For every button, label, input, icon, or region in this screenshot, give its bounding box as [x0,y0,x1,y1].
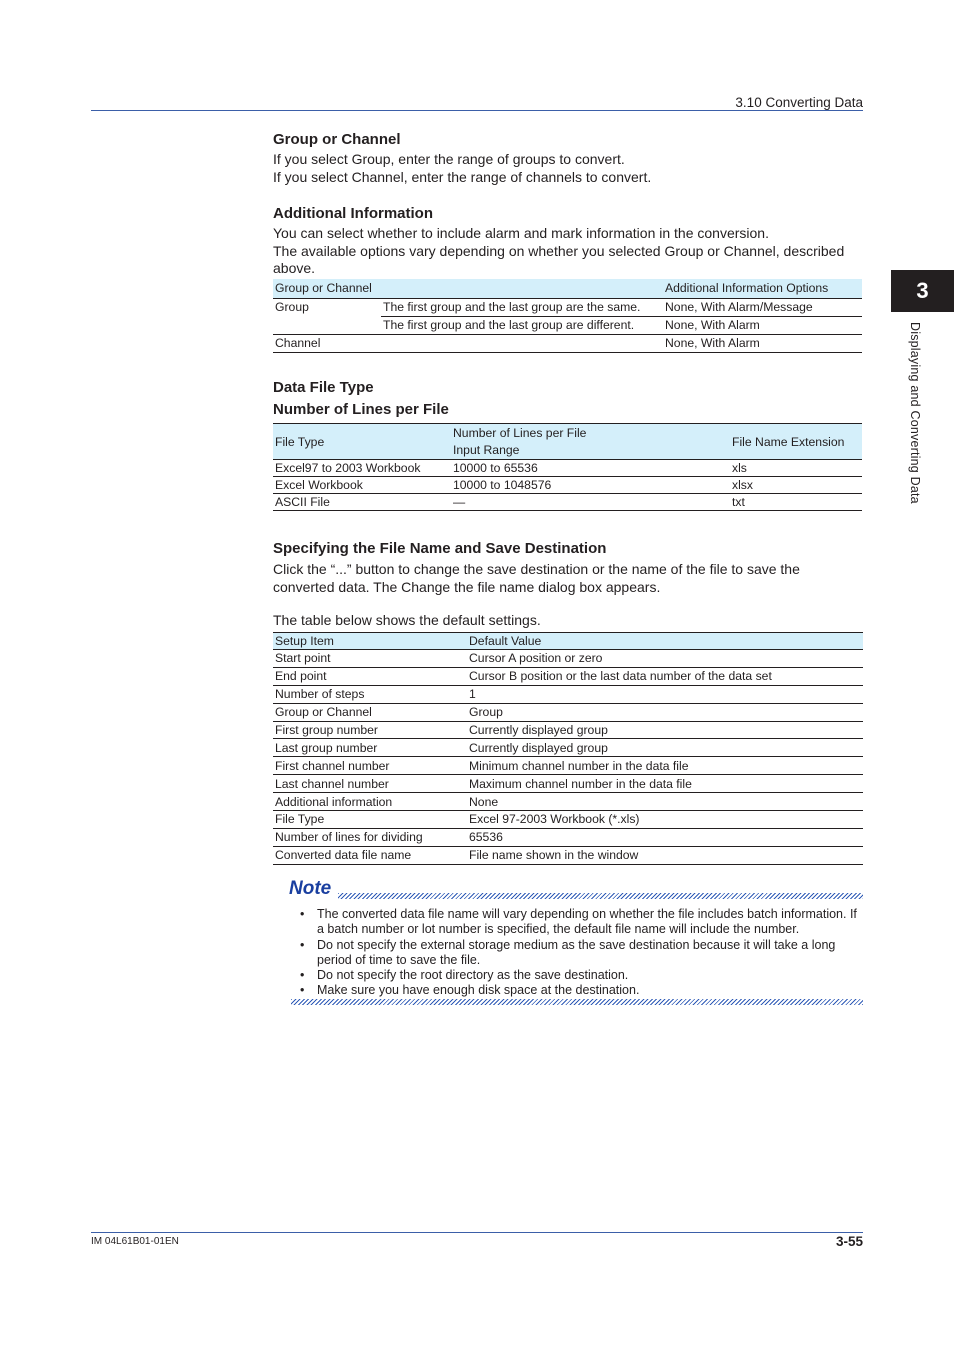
column-header: Number of Lines per File [453,425,587,440]
paragraph-line: converted data. The Change the file name dialog box appears. [273,578,661,595]
paragraph-line: You can select whether to include alarm and mark information in the conversion. [273,225,769,241]
table-row [273,739,863,757]
table-cell: End point [275,669,327,684]
table-cell: Converted data file name [275,848,412,863]
table-row [273,685,863,703]
table-cell: None, With Alarm [665,318,760,332]
table-row [273,828,863,846]
table-intro-text: The table below shows the default settings. [273,612,541,628]
page-number: 3-55 [835,1234,863,1249]
column-header: File Name Extension [732,434,845,449]
paragraph-line: above. [273,260,316,276]
column-header: Setup Item [275,634,334,648]
paragraph-line: If you select Channel, enter the range of channels to convert. [273,168,652,185]
table-cell [273,316,381,334]
list-item [300,968,865,983]
table-cell: Additional information [275,794,393,809]
table-row [273,667,863,685]
chapter-number-tab: 3 [891,270,954,312]
table-row [273,703,863,721]
table-row [273,334,862,352]
column-header: Group or Channel [275,281,372,296]
additional-information-text [273,225,865,278]
list-item [300,938,865,969]
table-row [273,793,863,811]
table-cell: Minimum channel number in the data file [469,758,689,773]
lines-per-file-heading: Number of Lines per File [273,401,449,418]
table-row [273,846,863,864]
table-row [273,477,862,494]
table-cell: File Type [275,812,325,827]
table-cell: None [469,794,499,809]
table-header-row [273,279,862,298]
table-cell: None, With Alarm [665,336,760,350]
table-cell: Excel Workbook [275,478,363,492]
table-cell: File name shown in the window [469,848,639,863]
table-cell [381,334,663,352]
table-cell: Number of lines for dividing [275,830,423,845]
note-text: Do not specify the external storage medium as the save destination because it will take a long period of time to save the file. [317,937,836,967]
table-cell: Excel97 to 2003 Workbook [275,461,421,475]
table-cell: The first group and the last group are different. [383,318,635,332]
table-cell: 10000 to 65536 [453,461,538,475]
table-header-row [273,424,862,460]
bullet: • [300,937,305,952]
note-text: The converted data file name will vary depending on whether the file includes batch information. If a batch number or lot number is specified, the default file name will include the number. [317,907,857,937]
note-text: Do not specify the root directory as the save destination. [317,968,629,983]
table-cell: Cursor A position or zero [469,651,603,666]
table-row [273,721,863,739]
table-cell: xlsx [732,478,753,492]
default-settings-table [273,632,863,865]
table-cell: txt [732,495,745,509]
column-subheader: Input Range [453,442,520,457]
running-header: 3.10 Converting Data [735,95,863,110]
bullet: • [300,983,305,998]
table-row [273,811,863,829]
table-cell: First channel number [275,758,390,773]
table-cell: Group or Channel [275,705,372,720]
table-cell: 1 [469,687,476,702]
paragraph-line: Click the “...” button to change the save destination or the name of the file to save the [273,561,800,577]
table-cell: Channel [275,336,321,350]
note-list [300,907,865,999]
column-header: Default Value [469,634,542,648]
table-cell: Last group number [275,740,378,755]
file-name-section-heading: Specifying the File Name and Save Destination [273,540,607,557]
table-cell: Excel 97-2003 Workbook (*.xls) [469,812,640,827]
table-row [273,650,863,668]
footer-rule [91,1232,863,1233]
list-item [300,907,865,938]
bullet: • [300,907,305,921]
paragraph-line: If you select Group, enter the range of groups to convert. [273,151,625,167]
table-row [273,494,862,511]
table-cell: xls [732,461,747,475]
document-id: IM 04L61B01-01EN [91,1236,179,1247]
file-name-section-text [273,561,868,596]
table-row [273,298,862,316]
file-type-table [273,423,862,511]
table-cell: Group [469,705,503,720]
table-header-row [273,633,863,650]
table-row [273,775,863,793]
column-header-stack [451,424,730,460]
group-or-channel-text [273,151,868,186]
paragraph-line: The available options vary depending on whether you selected Group or Channel, described [273,242,845,259]
table-cell: First group number [275,723,378,737]
additional-info-table [273,279,862,353]
table-cell: Cursor B position or the last data number of the data set [469,669,772,684]
table-row [273,316,862,334]
chapter-title-vertical: Displaying and Converting Data [908,322,922,504]
column-header: Additional Information Options [665,281,829,296]
table-cell: Currently displayed group [469,723,608,737]
table-cell: Group [275,300,309,315]
bullet: • [300,968,305,983]
table-cell: Currently displayed group [469,740,608,755]
table-cell: Start point [275,651,331,666]
note-title: Note [289,878,332,899]
note-text: Make sure you have enough disk space at the destination. [317,983,640,998]
table-cell: — [453,495,466,509]
note-top-hatch [338,893,863,899]
group-or-channel-heading: Group or Channel [273,131,401,148]
table-row [273,757,863,775]
note-bottom-hatch [291,999,863,1005]
table-cell: 10000 to 1048576 [453,478,552,492]
table-cell: The first group and the last group are the same. [381,298,663,316]
header-rule [91,110,863,111]
table-cell: Last channel number [275,776,389,791]
table-cell: Maximum channel number in the data file [469,776,692,791]
table-cell: Number of steps [275,687,365,702]
table-row [273,460,862,477]
table-cell: None, With Alarm/Message [663,298,862,316]
additional-information-heading: Additional Information [273,205,433,222]
table-cell: 65536 [469,830,503,845]
column-header: File Type [275,434,325,449]
list-item [300,983,865,998]
table-cell: ASCII File [275,495,330,509]
data-file-type-heading: Data File Type [273,379,374,396]
